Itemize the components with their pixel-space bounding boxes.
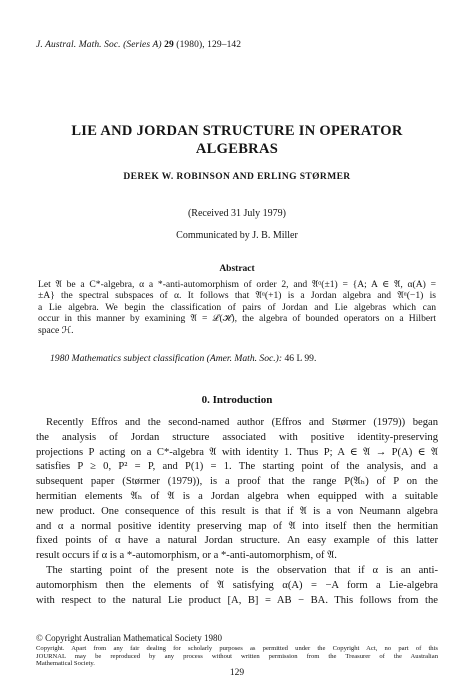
abstract-line: Let 𝔄 be a C*-algebra, α a *-anti-automorphism of order 2, and 𝔄ᵅ(±1) = {A; A ∈ 𝔄, α(A) = <box>38 279 436 290</box>
communicated-by: Communicated by J. B. Miller <box>176 230 298 241</box>
subject-classification-value: 46 L 99. <box>284 353 317 364</box>
section-body <box>36 416 438 608</box>
subject-classification <box>50 353 316 364</box>
abstract-line: occur in this manner by examining 𝔄 = ℒ(ℋ), the algebra of bounded operators on a Hilbert <box>38 313 436 325</box>
copyright-notice-line: Copyright. Apart from any fair dealing for scholarly purposes as permitted under the Copyright Act, no part of this <box>36 645 438 652</box>
subject-classification-label: 1980 Mathematics subject classification (Amer. Math. Soc.): <box>50 353 285 364</box>
body-line: and α a normal positive identity preserving map of 𝔄 into itself then the hermitian <box>36 520 438 532</box>
body-line: result occurs if α is a *-automorphism, or a *-anti-automorphism, of 𝔄. <box>36 550 337 562</box>
journal-name: J. Austral. Math. Soc. (Series A) <box>36 40 165 50</box>
journal-reference <box>36 40 241 50</box>
body-line: satisfies P ≥ 0, P² = P, and P(1) = 1. The starting point of the analysis, and a <box>36 461 438 473</box>
abstract-line: ±A} the spectral subspaces of α. It follows that 𝔄ᵅ(+1) is a Jordan algebra and 𝔄ᵅ(−1) is <box>38 290 436 302</box>
copyright-notice-line: JOURNAL may be reproduced by any process without written permission from the Treasurer of the Australian <box>36 652 438 660</box>
copyright-notice-line: Mathematical Society. <box>36 660 95 668</box>
body-line: hermitian elements 𝔄ₕ of 𝔄 is a Jordan algebra when equipped with a suitable <box>36 490 438 502</box>
section-heading: 0. Introduction <box>201 394 273 406</box>
page-number: 129 <box>229 668 245 678</box>
body-line: new product. One consequence of this result is that if 𝔄 is a von Neumann algebra <box>36 505 438 517</box>
paper-title-line-1: LIE AND JORDAN STRUCTURE IN OPERATOR <box>71 123 403 139</box>
abstract-body <box>38 279 436 336</box>
copyright-notice <box>36 645 438 668</box>
paper-authors: DEREK W. ROBINSON AND ERLING STØRMER <box>123 172 351 182</box>
body-line: the analysis of Jordan structure associated with positive identity-preserving <box>36 431 438 443</box>
abstract-line: space ℋ. <box>38 324 74 336</box>
paper-title-line-2: ALGEBRAS <box>195 141 279 157</box>
body-line: subsequent paper (Størmer (1979)), is a proof that the range P(𝔄ₕ) of P on the <box>36 476 438 488</box>
body-line: fixed points of α have a natural Jordan structure. An easy example of this latter <box>36 535 438 547</box>
body-line: with respect to the natural Lie product [A, B] = AB − BA. This follows from the <box>36 594 438 606</box>
received-date: (Received 31 July 1979) <box>187 208 287 219</box>
body-line: Recently Effros and the second-named author (Effros and Størmer (1979)) began <box>46 417 438 428</box>
abstract-line: a Lie algebra. We begin the classification of pairs of Jordan and Lie algebras which can <box>38 301 436 313</box>
body-line: projections P acting on a C*-algebra 𝔄 with identity 1. Thus P; A ∈ 𝔄 → P(A) ∈ 𝔄 <box>36 446 438 458</box>
journal-year-pages: (1980), 129–142 <box>173 40 242 50</box>
body-line: automorphism then the elements of 𝔄 satisfying α(A) = −A form a Lie-algebra <box>36 579 438 591</box>
journal-volume: 29 <box>164 40 174 50</box>
abstract-heading: Abstract <box>219 264 255 274</box>
paper-title <box>40 122 434 158</box>
body-line: The starting point of the present note is the observation that if α is an anti- <box>46 564 438 576</box>
copyright-line: © Copyright Australian Mathematical Society 1980 <box>36 633 223 643</box>
